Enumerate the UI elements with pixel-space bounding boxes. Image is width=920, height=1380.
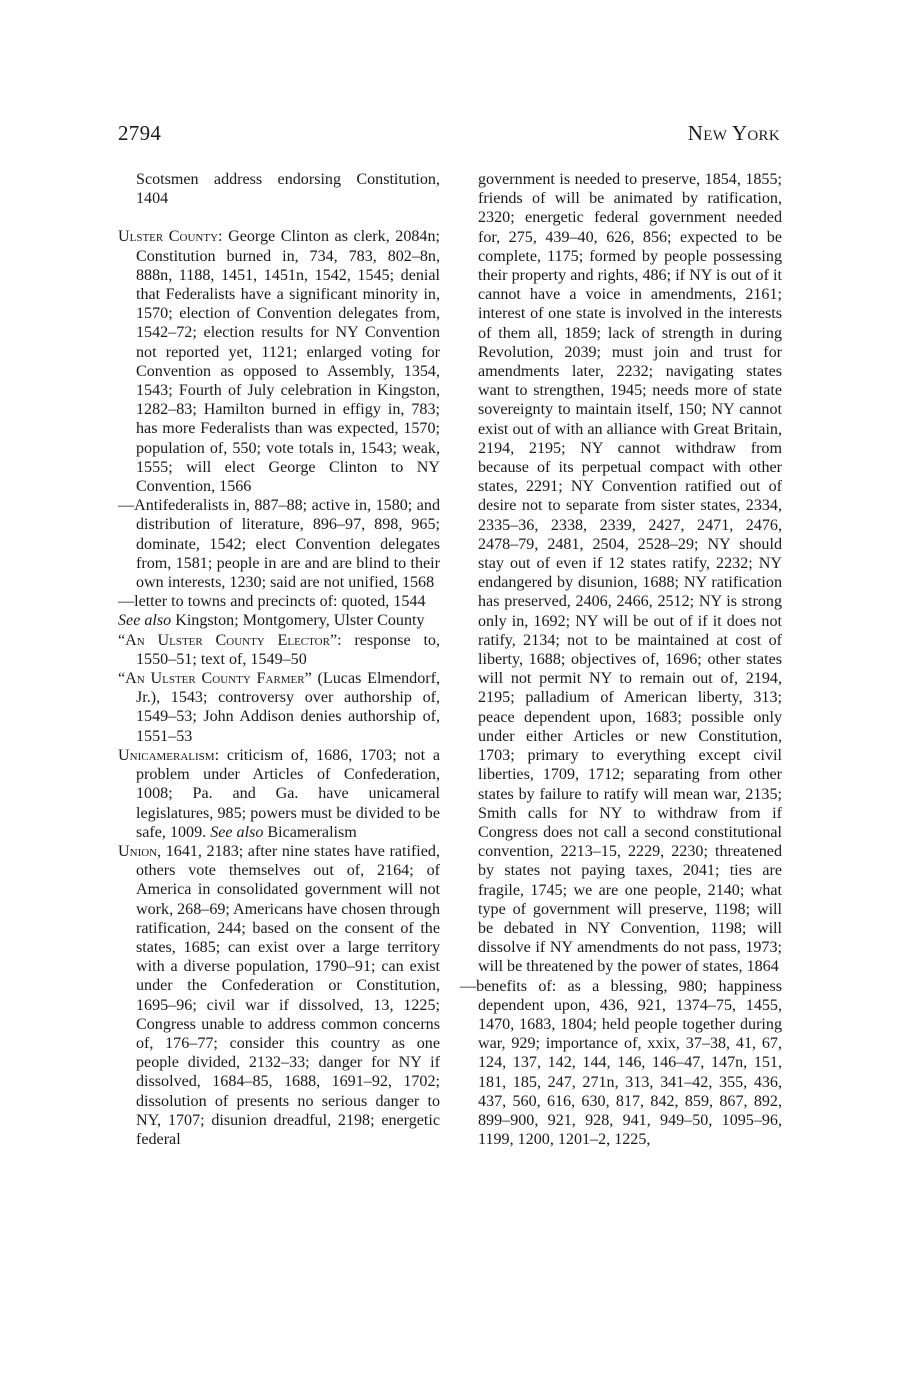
page-number: 2794	[118, 121, 162, 145]
index-column-left	[118, 170, 440, 1149]
entry-body: : response to, 1550–51; text of, 1549–50	[136, 631, 440, 668]
index-entry-union-continued: government is needed to preserve, 1854, 1855; friends of will be animated by ratification, 2320; energetic federal government needed for, 275, 439–40, 626, 856; expected to be complete, 1175; formed by people possessing their property and rights, 486; if NY is out of it cannot have a voice in amendments, 2161; interest of one state is involved in the interests of them all, 1859; lack of strength in during Revolution, 2039; must join and trust for amendments later, 2232; navigating states want to strengthen, 1945; needs more of state sovereignty to maintain itself, 150; NY cannot exist out of with an alliance with Great Britain, 2194, 2195; NY cannot withdraw from because of its perpetual compact with other states, 2291; NY Convention ratified out of desire not to separate from sister states, 2334, 2335–36, 2338, 2339, 2427, 2471, 2476, 2478–79, 2481, 2504, 2528–29; NY should stay out of even if 12 states ratify, 2232; NY endangered by disunion, 1688; NY ratification has preserved, 2406, 2466, 2512; NY is strong only in, 1692; NY will be out of if it does not ratify, 2134; not to be maintained at cost of liberty, 1688; objectives of, 1696; other states will not permit NY to remain out of, 2194, 2195; palladium of American liberty, 313; peace dependent upon, 1683; possible only under either Articles or new Constitution, 1703; primary to everything except civil liberties, 1709, 1712; separating from other states by failure to ratify will mean war, 2135; Smith calls for NY to withdraw from if Congress does not call a second constitutional convention, 2213–15, 2229, 2230; threatened by states not paying taxes, 2041; ties are fragile, 1745; we are one people, 2140; what type of government will preserve, 1198; will be debated in NY Convention, 1198; will dissolve if NY amendments do not pass, 1973; will be threatened by the power of states, 1864	[478, 171, 782, 976]
index-entry-union	[118, 842, 440, 1149]
entry-heading: “An Ulster County Farmer”	[118, 670, 312, 688]
see-also-ulster	[118, 611, 440, 630]
entry-body: , 1641, 2183; after nine states have ratified, others vote themselves out of, 2164; of America in consolidated government will not work, 268–69; Americans have chosen through ratification, 244; based on the consent of the states, 1685; can exist over a large territory with a diverse population, 1790–91; can exist under the Confederation or Constitution, 1695–96; civil war if dissolved, 13, 1225; Congress unable to address common concerns of, 176–77; consider this country as one people divided, 2132–33; danger for NY if dissolved, 1684–85, 1688, 1691–92, 1702; dissolution of presents no serious danger to NY, 1707; disunion dreadful, 2198; energetic federal	[136, 842, 440, 1148]
sub-entry-antifederalists: —Antifederalists in, 887–88; active in, 1580; and distribution of literature, 896–97, 898, 965; dominate, 1542; elect Convention delegates from, 1581; people in are and are blind to their own interests, 1230; said are not unified, 1568	[118, 497, 440, 592]
index-column-right	[460, 170, 782, 1149]
see-also-text: Kingston; Montgomery, Ulster County	[171, 612, 425, 630]
entry-body: (Lucas Elmendorf, Jr.), 1543; controversy over authorship of, 1549–53; John Addison denies authorship of, 1551–53	[136, 670, 440, 745]
entry-body: : criticism of, 1686, 1703; not a problem under Articles of Confederation, 1008; Pa. and Ga. have unicameral legislatures, 985; powers must be divided to be safe, 1009.	[136, 746, 440, 841]
entry-heading: “An Ulster County Elector”	[118, 631, 338, 649]
index-entry-unicameralism	[118, 746, 440, 842]
sub-entry-letter: —letter to towns and precincts of: quoted, 1544	[118, 593, 426, 611]
entry-heading: Ulster County	[118, 228, 219, 246]
entry-body: : George Clinton as clerk, 2084n; Constitution burned in, 734, 783, 802–8n, 888n, 1188, 1451, 1451n, 1542, 1545; denial that Federalists have a significant minority in, 1570; election of Convention delegates from, 1542–72; election results for NY Convention not reported yet, 1121; enlarged voting for Convention as opposed to Assembly, 1354, 1543; Fourth of July celebration in Kingston, 1282–83; Hamilton burned in effigy in, 783; has more Federalists than was expected, 1570; population of, 550; vote totals in, 1543; weak, 1555; will elect George Clinton to NY Convention, 1566	[136, 228, 440, 496]
see-also-label: See also	[210, 823, 264, 841]
index-entry-scotsmen-continued: Scotsmen address endorsing Constitution, 1404	[136, 171, 440, 208]
index-entry-ulster-elector	[118, 631, 440, 669]
see-also-label: See also	[118, 612, 172, 630]
entry-heading: Unicameralism	[118, 746, 215, 764]
see-also-text: Bicameralism	[263, 823, 357, 841]
entry-heading: Union	[118, 842, 158, 860]
index-entry-ulster-farmer	[118, 669, 440, 746]
page-header	[118, 121, 780, 153]
sub-entry-union-benefits: —benefits of: as a blessing, 980; happiness dependent upon, 436, 921, 1374–75, 1455, 1470, 1683, 1804; held people together during war, 929; importance of, xxix, 37–38, 41, 67, 124, 137, 142, 144, 146, 146–47, 147n, 151, 181, 185, 247, 271n, 313, 341–42, 355, 436, 437, 560, 616, 630, 817, 842, 859, 867, 892, 899–900, 921, 928, 941, 949–50, 1095–96, 1199, 1200, 1201–2, 1225,	[460, 977, 782, 1149]
running-head: New York	[687, 121, 780, 145]
index-entry-ulster-county	[118, 227, 440, 496]
